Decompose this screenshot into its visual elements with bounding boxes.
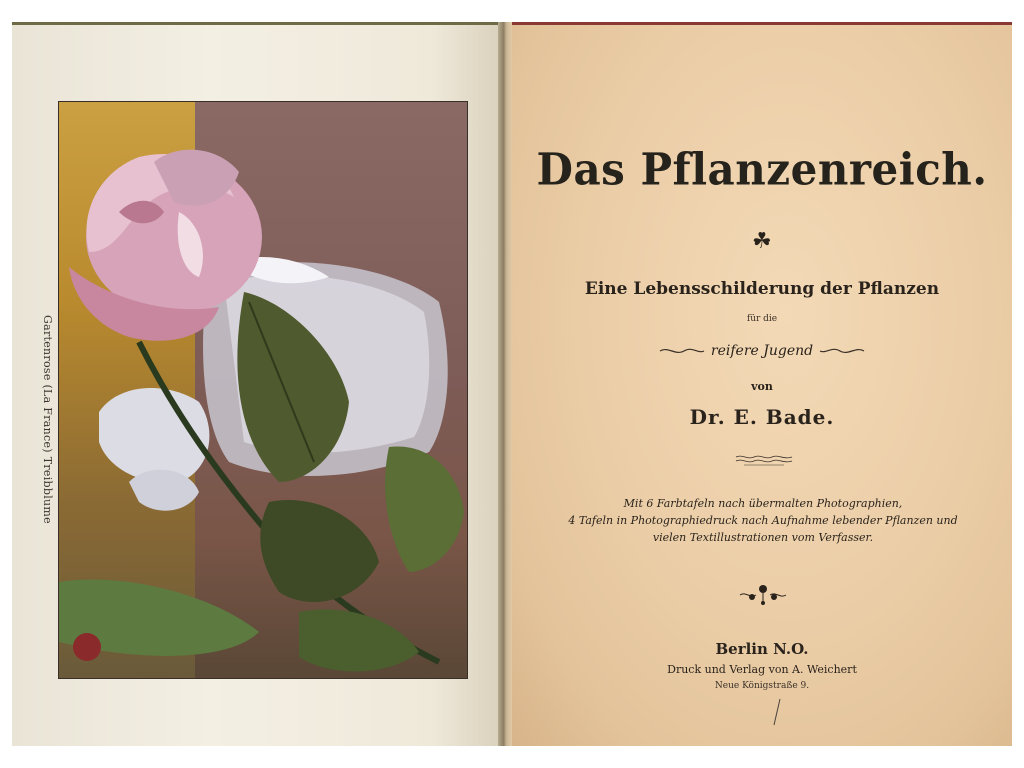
fuer-die-text: für die [746,314,778,324]
book-title: Das Pflanzenreich. [536,143,988,196]
book-gutter [498,22,512,746]
book-spread [12,22,1012,746]
von-text: von [751,380,773,393]
description-line: 4 Tafeln in Photographiedruck nach Aufnahme lebender Pflanzen und [568,514,958,527]
rose-illustration [59,102,468,679]
clover-icon: ☘ [752,229,772,254]
left-page-frontispiece [12,22,505,746]
floral-ornament-icon [738,581,788,607]
publisher-city: Berlin N.O. [715,640,809,658]
author-name: Dr. E. Bade. [689,405,835,429]
pencil-mark-icon [770,697,784,727]
plate-caption: Gartenrose (La France) Treibblume [41,315,54,524]
description-line: vielen Textillustrationen vom Verfasser. [652,531,874,544]
description-line: Mit 6 Farbtafeln nach übermalten Photographien, [623,497,903,510]
color-plate-rose [58,101,468,679]
book-subtitle: Eine Lebensschilderung der Pflanzen [584,279,940,299]
wave-divider-icon [734,453,794,467]
swash-left-icon [658,346,706,356]
publisher-address: Neue Königstraße 9. [714,681,810,691]
publisher-line: Druck und Verlag von A. Weichert [667,663,857,676]
right-page-title [512,22,1012,746]
description-block [548,495,978,546]
audience-line [512,343,1012,359]
audience-text: reifere Jugend [710,343,814,359]
swash-right-icon [818,346,866,356]
